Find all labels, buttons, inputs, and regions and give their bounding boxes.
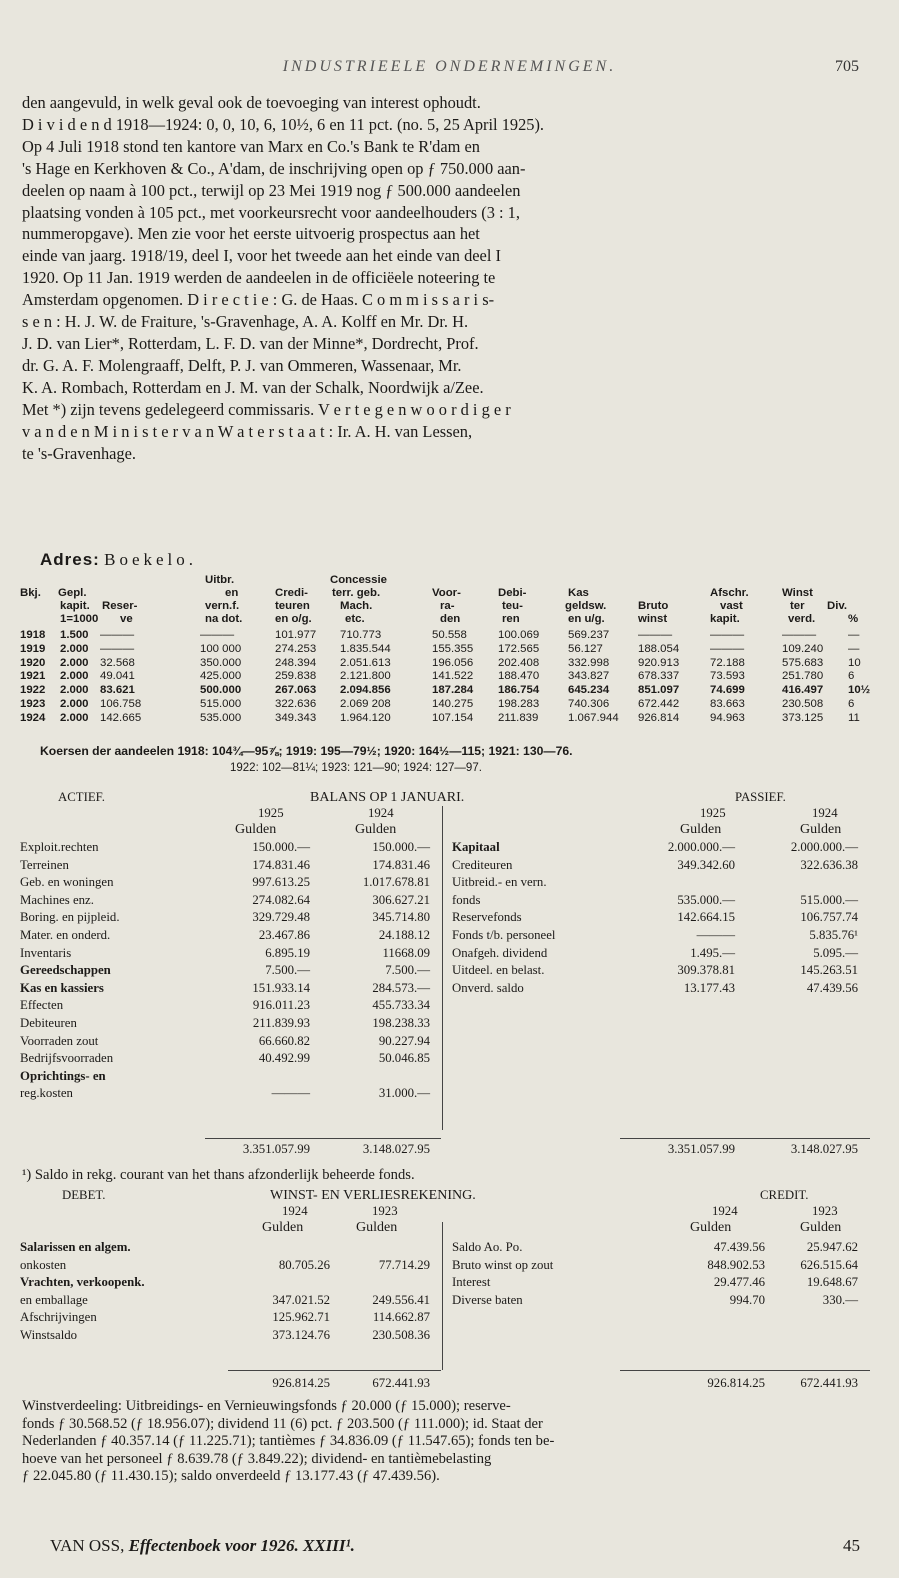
account-value: 125.962.71 bbox=[272, 1310, 330, 1325]
account-label: Oprichtings- en bbox=[20, 1068, 106, 1083]
stat-cell: 1923 bbox=[20, 698, 46, 710]
credit-year2: 1923 bbox=[812, 1204, 838, 1218]
stat-cell: 10 bbox=[848, 656, 861, 669]
stat-cell: 920.913 bbox=[638, 656, 680, 669]
distribution-line: Winstverdeeling: Uitbreidings- en Vernieuwingsfonds ƒ 20.000 (ƒ 15.000); reserve- bbox=[22, 1398, 511, 1414]
stat-cell: 49.041 bbox=[100, 670, 135, 683]
stat-cell: 248.394 bbox=[275, 656, 317, 669]
stat-cell: 1919 bbox=[20, 642, 46, 655]
account-value: 349.342.60 bbox=[677, 857, 735, 872]
stat-cell: 106.758 bbox=[100, 698, 142, 710]
account-value: 997.613.25 bbox=[252, 875, 310, 890]
intro-line: Op 4 Juli 1918 stond ten kantore van Marx en Co.'s Bank te R'dam en bbox=[22, 136, 480, 156]
account-label: Gereedschappen bbox=[20, 963, 111, 978]
debet-label: DEBET. bbox=[62, 1188, 106, 1202]
credit-unit2: Gulden bbox=[800, 1220, 842, 1235]
winst-total: 926.814.25 bbox=[272, 1376, 330, 1390]
stat-cell: ——— bbox=[638, 629, 673, 641]
stat-cell: 2.121.800 bbox=[340, 670, 391, 683]
account-label: Winstsaldo bbox=[20, 1328, 78, 1342]
account-value: 19.648.67 bbox=[806, 1275, 858, 1290]
account-value: 151.933.14 bbox=[252, 980, 310, 995]
account-label: Onverd. saldo bbox=[452, 980, 524, 995]
stat-cell: 83.621 bbox=[100, 684, 135, 697]
account-value: 23.467.86 bbox=[258, 928, 310, 942]
account-value: 373.124.76 bbox=[272, 1328, 330, 1342]
account-value: 50.046.85 bbox=[378, 1051, 430, 1066]
stat-cell: 251.780 bbox=[782, 670, 824, 683]
account-value: 322.636.38 bbox=[800, 857, 858, 872]
account-value: 142.664.15 bbox=[677, 910, 735, 925]
winst-divider bbox=[442, 1222, 443, 1370]
stat-cell: 535.000 bbox=[200, 711, 242, 724]
stat-cell: 94.963 bbox=[710, 711, 745, 724]
account-label: fonds bbox=[452, 892, 481, 907]
account-value: 145.263.51 bbox=[800, 963, 858, 978]
debet-year1: 1924 bbox=[282, 1204, 308, 1218]
stat-cell: 416.497 bbox=[782, 684, 824, 697]
winst-total-rule-right bbox=[620, 1370, 870, 1371]
stat-header: vast bbox=[720, 600, 743, 612]
stat-header: Uitbr. bbox=[205, 574, 235, 586]
stat-header: 1=1000 bbox=[60, 613, 99, 625]
account-label: Kas en kassiers bbox=[20, 980, 104, 995]
winst-total: 672.441.93 bbox=[800, 1376, 858, 1390]
account-label: Fonds t/b. personeel bbox=[452, 928, 556, 942]
account-value: 330.— bbox=[822, 1292, 858, 1307]
account-value: 994.70 bbox=[729, 1292, 765, 1307]
distribution-line: Nederlanden ƒ 40.357.14 (ƒ 11.225.71); tantièmes ƒ 34.836.09 (ƒ 11.547.65); fonds ten be- bbox=[22, 1433, 555, 1450]
stat-cell: 74.699 bbox=[710, 684, 745, 697]
actief-label: ACTIEF. bbox=[58, 790, 105, 804]
stat-cell: 926.814 bbox=[638, 711, 680, 724]
stat-cell: 2.000 bbox=[60, 711, 89, 724]
stat-cell: 6 bbox=[848, 670, 855, 683]
account-label: Reservefonds bbox=[452, 910, 522, 925]
stat-header: verd. bbox=[788, 613, 816, 625]
stat-header: kapit. bbox=[60, 600, 90, 612]
account-value: 47.439.56 bbox=[713, 1240, 765, 1254]
stat-cell: 343.827 bbox=[568, 670, 610, 683]
stat-header: terr. geb. bbox=[332, 587, 381, 599]
stat-cell: 198.283 bbox=[498, 698, 540, 710]
stat-cell: 575.683 bbox=[782, 656, 824, 669]
stat-cell: 6 bbox=[848, 698, 855, 710]
stat-cell: 500.000 bbox=[200, 684, 242, 697]
account-value: 25.947.62 bbox=[806, 1240, 858, 1254]
winst-total: 672.441.93 bbox=[372, 1376, 430, 1390]
stat-header: en u/g. bbox=[568, 613, 605, 625]
stat-cell: 141.522 bbox=[432, 670, 474, 683]
stat-cell: 740.306 bbox=[568, 698, 610, 710]
stat-cell: 142.665 bbox=[100, 711, 142, 724]
account-value: 24.188.12 bbox=[378, 928, 430, 942]
stat-cell: 172.565 bbox=[498, 642, 540, 655]
stat-header: ren bbox=[502, 613, 520, 625]
account-value: 6.895.19 bbox=[265, 945, 310, 960]
account-value: 274.082.64 bbox=[252, 892, 310, 907]
account-label: Debiteuren bbox=[20, 1016, 77, 1030]
stat-cell: 188.470 bbox=[498, 670, 540, 683]
stat-cell: 2.000 bbox=[60, 698, 89, 710]
account-value: 7.500.— bbox=[385, 963, 430, 978]
balance-total: 3.148.027.95 bbox=[362, 1142, 430, 1156]
stat-header: Voor- bbox=[432, 587, 461, 599]
stat-cell: 100 000 bbox=[200, 642, 242, 655]
stat-cell: 230.508 bbox=[782, 698, 824, 710]
stat-cell: 107.154 bbox=[432, 711, 474, 724]
balance-title: BALANS OP 1 JANUARI. bbox=[310, 790, 465, 805]
stat-header: % bbox=[848, 613, 859, 625]
stat-header: na dot. bbox=[205, 613, 243, 625]
account-value: 29.477.46 bbox=[713, 1275, 765, 1290]
account-value: 5.835.76¹ bbox=[809, 928, 858, 942]
account-value: 916.011.23 bbox=[252, 998, 310, 1013]
stat-header: Concessie bbox=[330, 574, 387, 586]
account-value: 230.508.36 bbox=[372, 1328, 430, 1342]
stat-header: teuren bbox=[275, 600, 310, 612]
account-value: 90.227.94 bbox=[378, 1033, 430, 1048]
account-value: 347.021.52 bbox=[272, 1292, 330, 1307]
stat-header: Bkj. bbox=[20, 587, 41, 599]
stat-cell: 101.977 bbox=[275, 629, 317, 641]
running-title: INDUSTRIEELE ONDERNEMINGEN. bbox=[282, 58, 617, 75]
footer-title: Effectenboek voor 1926. bbox=[128, 1536, 299, 1555]
stat-cell: 2.069 208 bbox=[340, 698, 391, 710]
stat-cell: 373.125 bbox=[782, 711, 824, 724]
account-value: 174.831.46 bbox=[372, 857, 430, 872]
stat-cell: 100.069 bbox=[498, 629, 540, 641]
account-label: Interest bbox=[452, 1275, 491, 1290]
actief-unit1: Gulden bbox=[235, 822, 277, 837]
stat-header: den bbox=[440, 613, 461, 625]
intro-line: Met *) zijn tevens gedelegeerd commissaris. V e r t e g e n w o o r d i g e r bbox=[22, 399, 511, 419]
balance-footnote: ¹) Saldo in rekg. courant van het thans afzonderlijk beheerde fonds. bbox=[22, 1167, 415, 1183]
stat-cell: 678.337 bbox=[638, 670, 680, 683]
stat-cell: ——— bbox=[710, 642, 745, 655]
intro-line: K. A. Rombach, Rotterdam en J. M. van der Schalk, Noordwijk a/Zee. bbox=[22, 377, 484, 397]
account-value: 174.831.46 bbox=[252, 857, 310, 872]
stat-header: ter bbox=[790, 600, 805, 612]
account-label: Geb. en woningen bbox=[20, 875, 114, 890]
stat-cell: 645.234 bbox=[568, 684, 610, 697]
winst-total: 926.814.25 bbox=[707, 1376, 765, 1390]
stat-cell: 1918 bbox=[20, 629, 46, 641]
intro-line: J. D. van Lier*, Rotterdam, L. F. D. van der Minne*, Dordrecht, Prof. bbox=[22, 333, 479, 353]
intro-text bbox=[22, 92, 870, 464]
credit-unit1: Gulden bbox=[690, 1220, 732, 1235]
stat-cell: ——— bbox=[710, 629, 745, 641]
actief-year1: 1925 bbox=[258, 806, 284, 820]
stat-cell: — bbox=[848, 642, 860, 655]
stat-cell: 851.097 bbox=[638, 684, 680, 697]
intro-line: v a n d e n M i n i s t e r v a n W a t e r s t a a t : Ir. A. H. van Lessen, bbox=[22, 421, 473, 441]
stat-cell: ——— bbox=[782, 629, 817, 641]
account-value: 7.500.— bbox=[265, 963, 310, 978]
intro-line: 1920. Op 11 Jan. 1919 werden de aandeelen in de officiëele noteering te bbox=[22, 268, 496, 288]
stat-cell: 1.500 bbox=[60, 629, 89, 641]
account-label: en emballage bbox=[20, 1292, 88, 1307]
balance-total-rule-right bbox=[620, 1138, 870, 1139]
stat-header: Div. bbox=[827, 600, 848, 612]
account-label: Machines enz. bbox=[20, 892, 94, 907]
profit-distribution-text bbox=[22, 1398, 870, 1486]
stat-cell: 188.054 bbox=[638, 642, 680, 655]
stat-cell: 56.127 bbox=[568, 642, 603, 655]
stat-header: winst bbox=[638, 613, 668, 625]
page-number: 705 bbox=[835, 58, 859, 75]
stat-header: Credi- bbox=[275, 587, 308, 599]
stat-cell: 2.000 bbox=[60, 656, 89, 669]
account-value: 345.714.80 bbox=[372, 910, 430, 925]
stat-header: Afschr. bbox=[710, 587, 749, 599]
debet-year2: 1923 bbox=[372, 1204, 398, 1218]
account-label: Diverse baten bbox=[452, 1292, 523, 1307]
stat-cell: 515.000 bbox=[200, 698, 242, 710]
account-label: Vrachten, verkoopenk. bbox=[20, 1275, 145, 1290]
intro-line: s e n : H. J. W. de Fraiture, 's-Gravenhage, A. A. Kolff en Mr. Dr. H. bbox=[22, 312, 469, 332]
stat-cell: 425.000 bbox=[200, 670, 242, 683]
stat-header: kapit. bbox=[710, 613, 740, 625]
distribution-line: ƒ 22.045.80 (ƒ 11.430.15); saldo onverdeeld ƒ 13.177.43 (ƒ 47.439.56). bbox=[22, 1468, 440, 1485]
share-prices-line2: 1922: 102—81¼; 1923: 121—90; 1924: 127—97. bbox=[230, 762, 482, 774]
share-prices-line1: Koersen der aandeelen 1918: 104¾—95⅞; 1919: 195—79½; 1920: 164½—115; 1921: 130—76. bbox=[40, 744, 573, 758]
intro-line: den aangevuld, in welk geval ook de toevoeging van interest ophoudt. bbox=[22, 93, 481, 112]
account-value: 284.573.— bbox=[372, 980, 430, 995]
account-value: 114.662.87 bbox=[372, 1310, 430, 1325]
stat-cell: ——— bbox=[200, 629, 235, 641]
stat-header: geldsw. bbox=[565, 600, 607, 612]
account-label: Inventaris bbox=[20, 945, 72, 960]
stat-cell: 187.284 bbox=[432, 684, 474, 697]
account-value: 309.378.81 bbox=[677, 963, 735, 978]
account-value: 1.017.678.81 bbox=[362, 875, 430, 890]
account-value: 329.729.48 bbox=[252, 910, 310, 925]
stat-cell: 350.000 bbox=[200, 656, 242, 669]
passief-unit2: Gulden bbox=[800, 822, 842, 837]
stat-cell: 140.275 bbox=[432, 698, 474, 710]
page-footer bbox=[50, 1536, 860, 1556]
stat-cell: 2.094.856 bbox=[340, 684, 391, 697]
debet-unit2: Gulden bbox=[356, 1220, 398, 1235]
stat-header: Reser- bbox=[102, 600, 138, 612]
stat-cell: 332.998 bbox=[568, 656, 610, 669]
intro-line: Amsterdam opgenomen. D i r e c t i e : G. de Haas. C o m m i s s a r i s- bbox=[22, 290, 495, 310]
stat-cell: 211.839 bbox=[498, 711, 539, 724]
stat-cell: 1.835.544 bbox=[340, 642, 391, 655]
stat-cell: 274.253 bbox=[275, 642, 317, 655]
account-value: ——— bbox=[696, 928, 735, 942]
account-label: Saldo Ao. Po. bbox=[452, 1240, 523, 1254]
account-value: ——— bbox=[271, 1086, 310, 1101]
account-value: 848.902.53 bbox=[707, 1257, 765, 1272]
stat-header: Winst bbox=[782, 587, 813, 599]
actief-unit2: Gulden bbox=[355, 822, 397, 837]
stat-cell: ——— bbox=[100, 629, 135, 641]
passief-unit1: Gulden bbox=[680, 822, 722, 837]
account-label: reg.kosten bbox=[20, 1086, 73, 1101]
account-value: 31.000.— bbox=[378, 1086, 430, 1101]
stat-cell: 672.442 bbox=[638, 698, 680, 710]
footer-page: 45 bbox=[843, 1536, 860, 1555]
stat-cell: 109.240 bbox=[782, 642, 824, 655]
intro-line: te 's-Gravenhage. bbox=[22, 443, 136, 463]
account-label: Crediteuren bbox=[452, 857, 513, 872]
stat-cell: 11 bbox=[848, 711, 860, 724]
account-label: Onafgeh. dividend bbox=[452, 945, 548, 960]
stat-cell: ——— bbox=[100, 642, 135, 655]
stat-cell: 50.558 bbox=[432, 629, 467, 641]
stat-cell: 322.636 bbox=[275, 698, 317, 710]
stat-header: en bbox=[225, 587, 239, 599]
balance-total: 3.351.057.99 bbox=[242, 1142, 310, 1156]
stat-cell: — bbox=[848, 629, 860, 641]
account-value: 66.660.82 bbox=[258, 1033, 310, 1048]
balance-total: 3.351.057.99 bbox=[667, 1142, 735, 1156]
account-label: onkosten bbox=[20, 1257, 67, 1272]
account-value: 249.556.41 bbox=[372, 1292, 430, 1307]
stat-cell: 32.568 bbox=[100, 656, 135, 669]
winst-title: WINST- EN VERLIESREKENING. bbox=[270, 1188, 476, 1203]
account-label: Bedrijfsvoorraden bbox=[20, 1051, 114, 1066]
stat-cell: 349.343 bbox=[275, 711, 317, 724]
intro-line: einde van jaarg. 1918/19, deel I, voor het tweede aan het einde van deel I bbox=[22, 246, 501, 266]
stat-header: ve bbox=[120, 613, 133, 625]
account-label: Mater. en onderd. bbox=[20, 928, 111, 942]
account-value: 11668.09 bbox=[382, 945, 430, 960]
stat-cell: 2.000 bbox=[60, 642, 89, 655]
stat-header: en o/g. bbox=[275, 613, 312, 625]
account-value: 1.495.— bbox=[690, 945, 735, 960]
balance-divider bbox=[442, 806, 443, 1130]
account-label: Voorraden zout bbox=[20, 1033, 99, 1048]
stat-cell: 1922 bbox=[20, 684, 46, 697]
stat-header: Gepl. bbox=[58, 587, 87, 599]
stat-cell: 10½ bbox=[848, 684, 871, 697]
stat-cell: 569.237 bbox=[568, 629, 610, 641]
account-value: 77.714.29 bbox=[378, 1257, 430, 1272]
account-value: 626.515.64 bbox=[800, 1257, 858, 1272]
footer-volume: XXIII¹. bbox=[302, 1536, 355, 1555]
account-label: Uitdeel. en belast. bbox=[452, 963, 545, 978]
account-value: 455.733.34 bbox=[372, 998, 430, 1013]
account-value: 306.627.21 bbox=[372, 892, 430, 907]
intro-line: nummeropgave). Men zie voor het eerste uitvoerig prospectus aan het bbox=[22, 224, 480, 244]
stat-header: teu- bbox=[502, 600, 523, 612]
distribution-line: hoeve van het personeel ƒ 8.639.78 (ƒ 3.849.22); dividend- en tantièmebelasting bbox=[22, 1450, 492, 1467]
stat-cell: 710.773 bbox=[340, 629, 382, 641]
stat-cell: 73.593 bbox=[710, 670, 745, 683]
credit-year1: 1924 bbox=[712, 1204, 738, 1218]
stat-cell: 83.663 bbox=[710, 698, 745, 710]
stat-header: etc. bbox=[345, 613, 365, 625]
intro-line: 's Hage en Kerkhoven & Co., A'dam, de inschrijving open op ƒ 750.000 aan- bbox=[22, 158, 526, 178]
credit-label: CREDIT. bbox=[760, 1188, 809, 1202]
stat-cell: 202.408 bbox=[498, 656, 540, 669]
account-label: Afschrijvingen bbox=[20, 1310, 97, 1325]
intro-line: plaatsing vonden à 105 pct., met voorkeursrecht voor aandeelhouders (3 : 1, bbox=[22, 202, 520, 222]
stat-cell: 267.063 bbox=[275, 684, 317, 697]
address-value: Boekelo. bbox=[104, 550, 198, 569]
debet-unit1: Gulden bbox=[262, 1220, 304, 1235]
stat-header: vern.f. bbox=[205, 600, 240, 612]
address-label: Adres: bbox=[40, 550, 100, 569]
intro-line: deelen op naam à 100 pct., terwijl op 23 Mei 1919 nog ƒ 500.000 aandeelen bbox=[22, 180, 521, 200]
account-label: Uitbreid.- en vern. bbox=[452, 875, 547, 890]
stat-cell: 1921 bbox=[20, 670, 46, 683]
account-label: Exploit.rechten bbox=[20, 840, 99, 854]
balance-sheet bbox=[0, 790, 899, 1170]
stat-header: Bruto bbox=[638, 600, 669, 612]
stat-cell: 2.000 bbox=[60, 670, 89, 683]
profit-loss-account bbox=[0, 1188, 899, 1390]
stat-cell: 2.051.613 bbox=[340, 656, 391, 669]
account-value: 40.492.99 bbox=[258, 1051, 310, 1066]
account-value: 150.000.— bbox=[252, 840, 310, 854]
account-label: Salarissen en algem. bbox=[20, 1240, 131, 1254]
intro-line: D i v i d e n d 1918—1924: 0, 0, 10, 6, 10½, 6 en 11 pct. (no. 5, 25 April 1925). bbox=[22, 114, 545, 134]
account-label: Bruto winst op zout bbox=[452, 1257, 554, 1272]
account-value: 47.439.56 bbox=[806, 980, 858, 995]
stat-cell: 259.838 bbox=[275, 670, 317, 683]
stat-cell: 1.067.944 bbox=[568, 711, 619, 724]
running-header bbox=[0, 58, 899, 80]
distribution-line: fonds ƒ 30.568.52 (ƒ 18.956.07); dividend 11 (6) pct. ƒ 203.500 (ƒ 111.000); id. Staat der bbox=[22, 1415, 543, 1432]
stat-header: Mach. bbox=[340, 600, 373, 612]
winst-total-rule-left bbox=[228, 1370, 441, 1371]
account-value: 198.238.33 bbox=[372, 1016, 430, 1030]
stat-cell: 186.754 bbox=[498, 684, 540, 697]
account-value: 535.000.— bbox=[677, 892, 735, 907]
intro-line: dr. G. A. F. Molengraaff, Delft, P. J. van Ommeren, Wassenaar, Mr. bbox=[22, 355, 462, 375]
account-value: 515.000.— bbox=[800, 892, 858, 907]
stat-cell: 155.355 bbox=[432, 642, 474, 655]
account-label: Effecten bbox=[20, 998, 64, 1013]
passief-year2: 1924 bbox=[812, 806, 838, 820]
passief-year1: 1925 bbox=[700, 806, 726, 820]
balance-total-rule-left bbox=[205, 1138, 441, 1139]
passief-label: PASSIEF. bbox=[735, 790, 786, 804]
stat-cell: 1924 bbox=[20, 711, 46, 724]
account-value: 211.839.93 bbox=[252, 1016, 310, 1030]
stat-cell: 1.964.120 bbox=[340, 711, 391, 724]
stat-cell: 2.000 bbox=[60, 684, 89, 697]
account-value: 106.757.74 bbox=[800, 910, 858, 925]
account-label: Terreinen bbox=[20, 857, 69, 872]
stat-header: ra- bbox=[440, 600, 455, 612]
account-label: Kapitaal bbox=[452, 840, 500, 854]
balance-total: 3.148.027.95 bbox=[790, 1142, 858, 1156]
account-value: 150.000.— bbox=[372, 840, 430, 854]
actief-year2: 1924 bbox=[368, 806, 394, 820]
account-label: Boring. en pijpleid. bbox=[20, 910, 120, 925]
account-value: 2.000.000.— bbox=[667, 840, 735, 854]
account-value: 2.000.000.— bbox=[790, 840, 858, 854]
stat-header: Debi- bbox=[498, 587, 527, 599]
stat-cell: 1920 bbox=[20, 656, 46, 669]
stat-cell: 72.188 bbox=[710, 656, 745, 669]
address-line bbox=[40, 550, 197, 570]
account-value: 80.705.26 bbox=[278, 1257, 330, 1272]
account-value: 13.177.43 bbox=[683, 980, 735, 995]
footer-publisher: VAN OSS, bbox=[50, 1536, 125, 1555]
stat-header: Kas bbox=[568, 587, 589, 599]
account-value: 5.095.— bbox=[813, 945, 858, 960]
stat-cell: 196.056 bbox=[432, 656, 474, 669]
